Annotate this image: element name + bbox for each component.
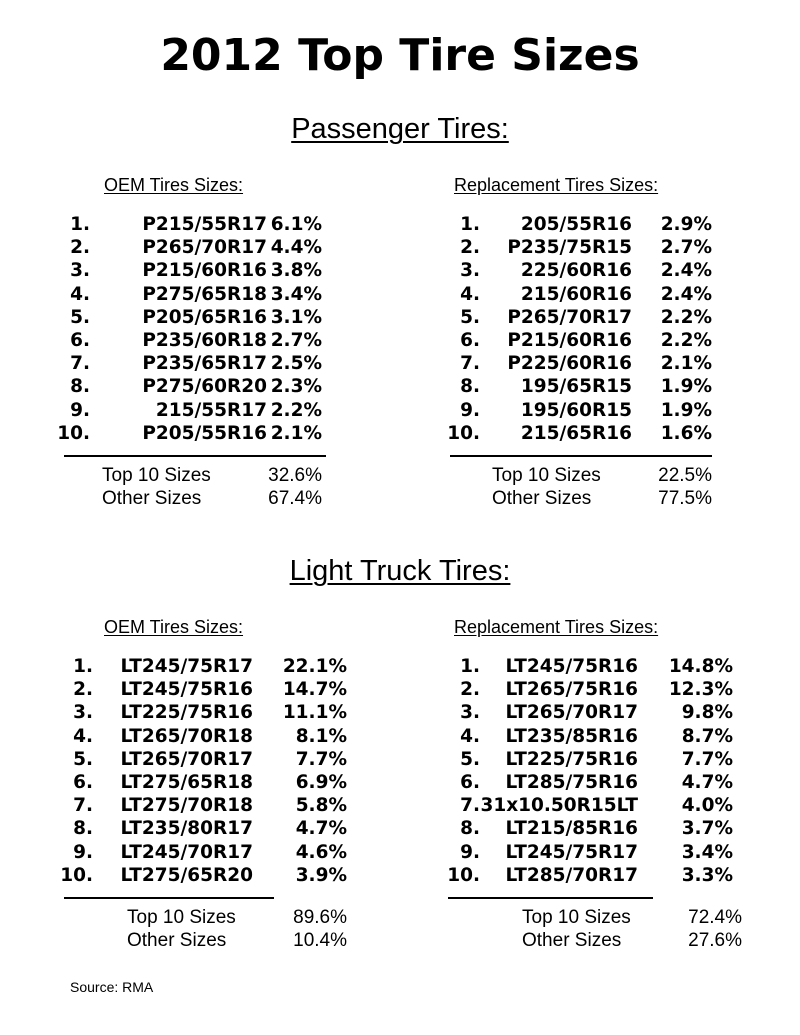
rank-number: 3. [460,260,480,282]
divider-line [64,897,274,899]
rank-number: 4. [460,283,480,305]
table-row [60,376,322,399]
market-share: 6.1% [270,214,322,235]
table-row [60,307,322,330]
summary-other [102,487,322,510]
table-row [60,865,347,888]
rank-number: 8. [460,376,480,398]
tire-size: P225/60R16 [507,353,632,375]
market-share: 2.3% [270,376,322,398]
table-row [60,772,347,795]
market-share: 2.2% [660,306,712,328]
market-share: 4.7% [681,771,733,793]
summary-value: 72.4% [688,907,742,928]
market-share: 2.5% [270,353,322,375]
summary-value: 77.5% [658,488,712,509]
rank-number: 6. [73,771,93,793]
rank-number: 2. [460,679,480,701]
market-share: 4.6% [295,841,347,863]
tire-size: P215/60R16 [507,329,632,351]
tire-size: LT225/75R16 [505,748,638,770]
summary-value: 89.6% [293,907,347,928]
tire-size: LT265/75R16 [505,679,638,701]
table-row [60,818,347,841]
summary-value: 32.6% [268,465,322,486]
market-share: 1.9% [660,376,712,398]
rank-number: 4. [73,725,93,747]
rank-number: 3. [73,702,93,724]
table-row [60,702,347,725]
market-share: 8.1% [295,725,347,747]
summary-value: 27.6% [688,930,742,951]
tire-size: P235/65R17 [142,353,267,375]
tire-size: P275/60R20 [142,376,267,398]
divider-line [64,455,326,457]
table-row [450,795,733,818]
rank-number: 5. [73,748,93,770]
table-row [450,702,733,725]
market-share: 11.1% [282,702,347,724]
market-share: 3.4% [270,283,322,305]
summary-value: 10.4% [293,930,347,951]
table-row [60,260,322,283]
market-share: 6.9% [295,771,347,793]
rank-number: 10. [447,422,480,444]
summary-top10 [492,464,712,487]
market-share: 5.8% [295,795,347,817]
tire-size: P205/55R16 [142,422,267,444]
tire-size: 215/55R17 [155,399,267,421]
rank-number: 2. [460,237,480,259]
tire-size: LT285/70R17 [505,864,638,886]
rank-number: 1. [460,214,480,235]
market-share: 3.7% [681,818,733,840]
summary-other [127,929,347,952]
market-share: 3.3% [681,864,733,886]
passenger-section-heading: Passenger Tires: [291,113,509,145]
table-row [60,353,322,376]
market-share: 2.2% [660,329,712,351]
tire-size: P215/60R16 [142,260,267,282]
table-row [450,260,712,283]
table-row [450,376,712,399]
market-share: 4.4% [270,237,322,259]
market-share: 2.9% [660,214,712,235]
rank-number: 4. [460,725,480,747]
table-row [450,726,733,749]
table-row [60,795,347,818]
tire-size: 195/60R15 [520,399,632,421]
table-row [60,284,322,307]
market-share: 2.7% [270,329,322,351]
tire-size: LT245/75R16 [120,679,253,701]
table-row [60,679,347,702]
rank-number: 6. [460,771,480,793]
tire-size: LT245/75R16 [505,656,638,677]
rank-number: 9. [70,399,90,421]
table-row [450,749,733,772]
market-share: 22.1% [282,656,347,677]
market-share: 7.7% [295,748,347,770]
tire-size: LT265/70R17 [505,702,638,724]
tire-size: P265/70R17 [507,306,632,328]
summary-label: Top 10 Sizes [102,465,211,486]
rank-number: 10. [447,864,480,886]
tire-size: LT245/75R17 [505,841,638,863]
tire-size: LT265/70R18 [120,725,253,747]
market-share: 1.9% [660,399,712,421]
rank-number: 5. [460,306,480,328]
summary-value: 67.4% [268,488,322,509]
summary-value: 22.5% [658,465,712,486]
rank-number: 9. [460,399,480,421]
rank-number: 8. [460,818,480,840]
ranking-list [447,656,733,888]
divider-line [448,897,653,899]
table-row [450,772,733,795]
market-share: 1.6% [660,422,712,444]
tire-size: 225/60R16 [520,260,632,282]
ranking-list [57,214,322,446]
market-share: 12.3% [668,679,733,701]
market-share: 3.4% [681,841,733,863]
summary-label: Top 10 Sizes [522,907,631,928]
table-row [450,307,712,330]
table-row [450,330,712,353]
table-row [450,818,733,841]
column-heading: OEM Tires Sizes: [104,617,244,637]
tire-size: LT215/85R16 [505,818,638,840]
rank-number: 1. [460,656,480,677]
tire-size: LT275/65R18 [120,771,253,793]
table-row [450,679,733,702]
rank-number: 7. [460,795,480,817]
market-share: 4.7% [295,818,347,840]
table-row [60,237,322,260]
rank-number: 3. [70,260,90,282]
rank-number: 7. [73,795,93,817]
table-row [60,726,347,749]
source-note: Source: RMA [70,979,154,995]
table-row [450,400,712,423]
market-share: 3.9% [295,864,347,886]
market-share: 2.1% [270,422,322,444]
tire-size: LT245/70R17 [120,841,253,863]
ranking-list [60,656,347,888]
table-row [450,842,733,865]
table-row [450,214,712,237]
market-share: 14.8% [668,656,733,677]
tire-size: P265/70R17 [142,237,267,259]
market-share: 3.8% [270,260,322,282]
page-title: 2012 Top Tire Sizes [160,30,640,81]
rank-number: 6. [70,329,90,351]
column-heading: Replacement Tires Sizes: [454,617,659,637]
rank-number: 8. [70,376,90,398]
summary-top10 [102,464,322,487]
summary-label: Other Sizes [127,930,227,951]
rank-number: 4. [70,283,90,305]
rank-number: 3. [460,702,480,724]
tire-size: P235/60R18 [142,329,267,351]
summary-top10 [522,906,742,929]
tire-size: LT275/65R20 [120,864,253,886]
table-row [447,422,712,446]
tire-size: LT275/70R18 [120,795,253,817]
table-row [60,656,347,679]
tire-size: LT235/80R17 [120,818,253,840]
summary-label: Other Sizes [102,488,202,509]
tire-size: 31x10.50R15LT [480,795,638,817]
table-row [450,656,733,679]
rank-number: 5. [70,306,90,328]
summary-label: Other Sizes [492,488,592,509]
table-row [60,842,347,865]
summary-label: Top 10 Sizes [127,907,236,928]
market-share: 2.4% [660,283,712,305]
divider-line [450,455,712,457]
rank-number: 2. [73,679,93,701]
market-share: 2.2% [270,399,322,421]
tire-size: P215/55R17 [142,214,267,235]
rank-number: 1. [73,656,93,677]
table-row [60,214,322,237]
market-share: 14.7% [282,679,347,701]
tire-size: LT285/75R16 [505,771,638,793]
table-row [60,330,322,353]
market-share: 8.7% [681,725,733,747]
summary-label: Top 10 Sizes [492,465,601,486]
tire-size: 215/65R16 [520,422,632,444]
market-share: 2.7% [660,237,712,259]
tire-size: LT235/85R16 [505,725,638,747]
table-row [60,400,322,423]
tire-size: P275/65R18 [142,283,267,305]
rank-number: 8. [73,818,93,840]
rank-number: 1. [70,214,90,235]
table-row [57,422,322,446]
column-heading: OEM Tires Sizes: [104,175,244,195]
rank-number: 5. [460,748,480,770]
market-share: 2.1% [660,353,712,375]
summary-other [492,487,712,510]
rank-number: 10. [60,864,93,886]
summary-label: Other Sizes [522,930,622,951]
tire-size: 205/55R16 [520,214,632,235]
tire-size: 195/65R15 [520,376,632,398]
rank-number: 9. [460,841,480,863]
market-share: 4.0% [681,795,733,817]
table-row [60,749,347,772]
rank-number: 7. [70,353,90,375]
market-share: 2.4% [660,260,712,282]
rank-number: 2. [70,237,90,259]
rank-number: 7. [460,353,480,375]
tire-size: LT245/75R17 [120,656,253,677]
table-row [450,237,712,260]
market-share: 3.1% [270,306,322,328]
table-row [450,284,712,307]
rank-number: 6. [460,329,480,351]
tire-size: P235/75R15 [507,237,632,259]
summary-other [522,929,742,952]
table-row [450,353,712,376]
table-row [447,864,733,888]
rank-number: 10. [57,422,90,444]
summary-top10 [127,906,347,929]
market-share: 7.7% [681,748,733,770]
tire-size: LT225/75R16 [120,702,253,724]
rank-number: 9. [73,841,93,863]
light-truck-section-heading: Light Truck Tires: [289,555,511,587]
ranking-list [447,214,712,446]
tire-size: 215/60R16 [520,283,632,305]
tire-size: P205/65R16 [142,306,267,328]
tire-size: LT265/70R17 [120,748,253,770]
column-heading: Replacement Tires Sizes: [454,175,659,195]
market-share: 9.8% [681,702,733,724]
